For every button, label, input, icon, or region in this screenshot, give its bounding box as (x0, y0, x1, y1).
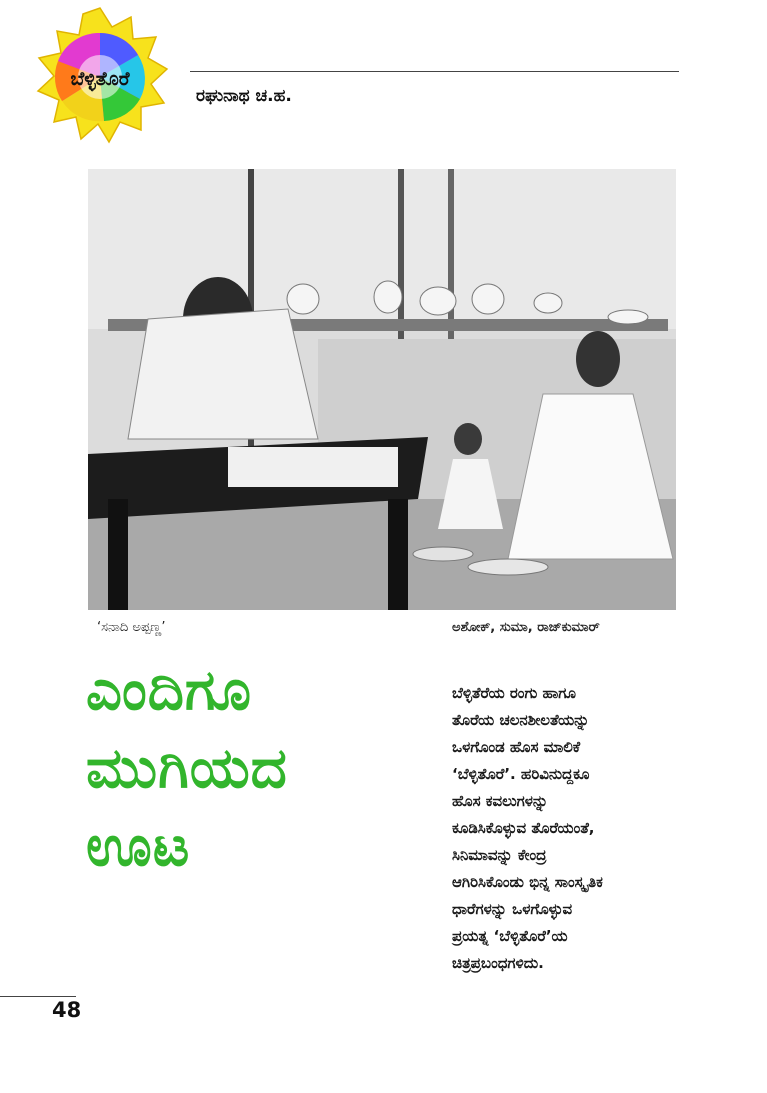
logo-text: ಬೆಳ್ಳಿತೊರೆ (70, 68, 130, 90)
series-logo (30, 5, 170, 145)
intro-line: ಧಾರೆಗಳನ್ನು ಒಳಗೊಳ್ಳುವ (452, 900, 573, 918)
intro-line: ಪ್ರಯತ್ನ ‘ಬೆಳ್ಳಿತೊರೆ’ಯ (452, 927, 568, 945)
intro-line: ಕೂಡಿಸಿಕೊಳ್ಳುವ ತೊರೆಯಂತೆ, (452, 819, 595, 837)
headline-line: ಎಂದಿಗೂ (86, 658, 252, 723)
footer-rule (0, 996, 76, 997)
photo-caption-film: ‘ಸನಾದಿ ಅಪ್ಪಣ್ಣ’ (97, 620, 166, 635)
intro-line: ಒಳಗೊಂಡ ಹೊಸ ಮಾಲಿಕೆ (452, 738, 581, 756)
intro-line: ಬೆಳ್ಳಿತೆರೆಯ ರಂಗು ಹಾಗೂ (452, 684, 576, 702)
film-still-photo (88, 169, 676, 610)
header-rule (190, 71, 679, 72)
page-number: 48 (52, 998, 82, 1022)
intro-line: ಹೊಸ ಕವಲುಗಳನ್ನು (452, 792, 549, 810)
intro-line: ಚಿತ್ರಪ್ರಬಂಧಗಳಿದು. (452, 954, 544, 972)
intro-line: ಸಿನಿಮಾವನ್ನು ಕೇಂದ್ರ (452, 846, 547, 864)
photo-caption-cast: ಅಶೋಕ್, ಸುಮಾ, ರಾಜ್‌ಕುಮಾರ್ (452, 620, 600, 635)
author-name: ರಘುನಾಥ ಚ.ಹ. (196, 86, 292, 106)
article-intro (452, 680, 680, 977)
intro-line: ‘ಬೆಳ್ಳಿತೊರೆ’. ಹರಿವಿನುದ್ದಕೂ (452, 765, 590, 783)
intro-line: ಆಗಿರಿಸಿಕೊಂಡು ಭಿನ್ನ ಸಾಂಸ್ಕೃತಿಕ (452, 873, 603, 891)
headline-line: ಊಟ (86, 814, 191, 879)
article-headline (86, 652, 416, 886)
intro-line: ತೊರೆಯ ಚಲನಶೀಲತೆಯನ್ನು (452, 711, 590, 729)
headline-line: ಮುಗಿಯದ (86, 736, 288, 801)
